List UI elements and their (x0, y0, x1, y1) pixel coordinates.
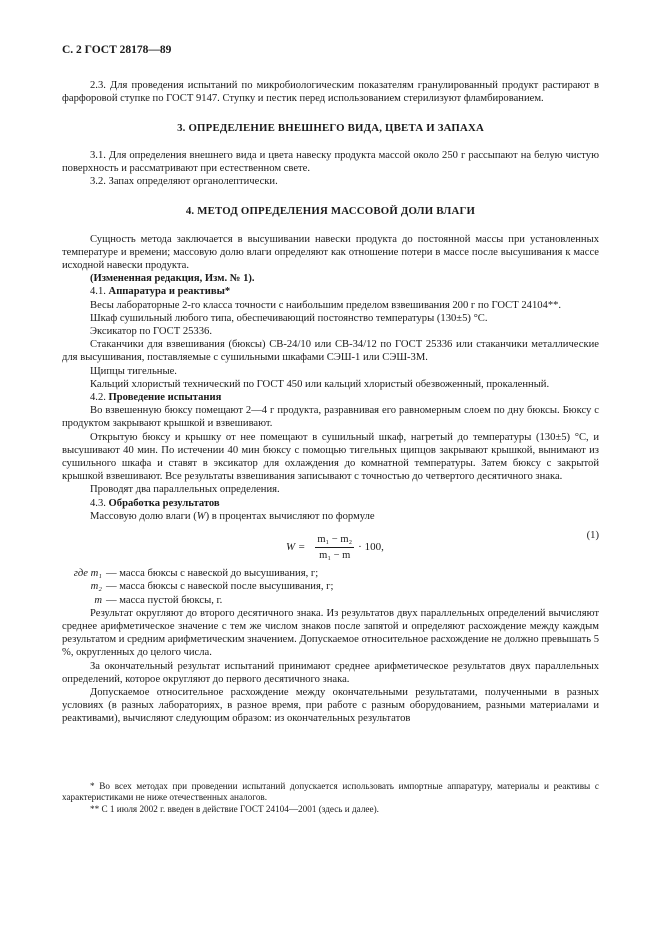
results-paragraph-3: Допускаемое относительное расхождение между окончательными результатами, полученными в разных условиях (в разных лабораториях, в разное время, при работе с разным оборудованием, разными материалами и реактивами), вычисляют следующим образом: из окончательных результатов (62, 686, 599, 725)
subsection-4-3-heading (62, 497, 599, 510)
subsection-number: 4.2. (90, 392, 106, 404)
definition-row (62, 580, 599, 593)
formula-block (62, 527, 599, 563)
formula-denominator: m₁ − m (319, 550, 351, 562)
procedure-paragraph-1: Во взвешенную бюксу помещают 2—4 г продукта, разравнивая его равномерным слоем по дну бюксы. Бюксу с продуктом закрывают крышкой и взвешивают. (62, 405, 599, 430)
formula-lhs: W = (286, 541, 306, 554)
definition-row (62, 567, 599, 580)
subsection-number: 4.1. (90, 286, 106, 298)
amendment-note: (Измененная редакция, Изм. № 1). (90, 273, 255, 285)
definition-symbol: где m₁ (73, 568, 102, 580)
paragraph-4-intro: Сущность метода заключается в высушивании навески продукта до постоянной массы при установленных температуре и времени; массовую долю влаги определяют как отношение потери в массе после высушивания к массе исходной навески продукта. (62, 233, 599, 272)
definition-text: — масса бюксы с навеской после высушивания, г; (106, 581, 334, 593)
reagent-calcium-chloride: Кальций хлористый технический по ГОСТ 450 или кальций хлористый обезвоженный, прокаленный. (90, 378, 550, 390)
apparatus-tongs: Щипцы тигельные. (90, 365, 177, 377)
results-paragraph-1: Результат округляют до второго десятичного знака. Из результатов двух параллельных определений вычисляют среднее арифметическое значение с тем же числом знаков после запятой и определяют расхождение между каждым результатом и средним арифметическим значением. Допускаемое относительное расхождение не должно превышать 5 %, округленных до целого числа. (62, 607, 599, 659)
formula-intro (62, 510, 599, 523)
subsection-title: Обработка результатов (108, 497, 220, 509)
footnote-1: * Во всех методах при проведении испытаний допускается использовать импортные аппаратуру, материалы и реактивы с характеристиками не ниже отечественных аналогов. (62, 781, 599, 803)
definition-text: — масса пустой бюксы, г. (106, 594, 223, 606)
formula-rhs: · 100, (358, 541, 384, 554)
subsection-4-1-heading (62, 285, 599, 298)
formula-numerator: m₁ − m₂ (315, 533, 354, 548)
footnote-2: ** С 1 июля 2002 г. введен в действие ГОСТ 24104—2001 (здесь и далее). (90, 803, 379, 814)
paragraph-2-3: 2.3. Для проведения испытаний по микробиологическим показателям гранулированный продукт растирают в фарфоровой ступке по ГОСТ 9147. Ступку и пестик перед использованием стерилизуют фламбированием. (62, 80, 599, 105)
procedure-paragraph-3: Проводят два параллельных определения. (90, 484, 280, 496)
formula-fraction (315, 533, 354, 562)
definition-text: — масса бюксы с навеской до высушивания, г; (106, 568, 319, 580)
subsection-title: Аппаратура и реактивы* (108, 286, 231, 298)
definition-symbol: m₂ (90, 581, 102, 593)
subsection-4-2-heading (62, 391, 599, 404)
formula-intro-pre: Массовую долю влаги ( (90, 510, 197, 522)
footnotes (62, 781, 599, 815)
definition-row (62, 594, 599, 607)
subsection-number: 4.3. (90, 497, 106, 509)
equation-number: (1) (586, 530, 599, 542)
apparatus-oven: Шкаф сушильный любого типа, обеспечивающий постоянство температуры (130±5) °С. (90, 312, 488, 324)
paragraph-3-2: 3.2. Запах определяют органолептически. (90, 176, 278, 188)
subsection-title: Проведение испытания (108, 392, 222, 404)
formula-intro-post: ) в процентах вычисляют по формуле (205, 510, 375, 522)
variable-definitions (62, 567, 599, 607)
section-3-title: 3. ОПРЕДЕЛЕНИЕ ВНЕШНЕГО ВИДА, ЦВЕТА И ЗАПАХА (177, 121, 484, 134)
apparatus-desiccator: Эксикатор по ГОСТ 25336. (90, 326, 212, 338)
apparatus-scales: Весы лабораторные 2-го класса точности с наибольшим пределом взвешивания 200 г по ГОСТ 24104**. (90, 299, 562, 311)
moisture-formula (286, 533, 384, 562)
formula-intro-var: W (196, 510, 206, 522)
definition-symbol: m (94, 594, 102, 606)
results-paragraph-2: За окончательный результат испытаний принимают среднее арифметическое результатов двух параллельных определений, которое округляют до первого десятичного знака. (62, 660, 599, 685)
running-header: С. 2 ГОСТ 28178—89 (62, 44, 172, 56)
apparatus-weighing-bottles: Стаканчики для взвешивания (бюксы) СВ-24/10 или СВ-34/12 по ГОСТ 25336 или стаканчики металлические для высушивания, поставляемые с сушильными шкафами СЭШ-1 или СЭШ-3М. (62, 339, 599, 364)
procedure-paragraph-2: Открытую бюксу и крышку от нее помещают в сушильный шкаф, нагретый до температуры (130±5) °С, и высушивают 40 мин. По истечении 40 мин бюксу с помощью тигельных щипцов закрывают крышкой, вынимают из сушильного шкафа и ставят в эксикатор для охлаждения до комнатной температуры. Затем бюксу с закрытой крышкой взвешивают. Все результаты взвешивания записывают с точностью до четвертого десятичного знака. (62, 431, 599, 483)
paragraph-3-1: 3.1. Для определения внешнего вида и цвета навеску продукта массой около 250 г рассыпают на белую чистую поверхность и рассматривают при естественном свете. (62, 149, 599, 175)
section-4-title: 4. МЕТОД ОПРЕДЕЛЕНИЯ МАССОВОЙ ДОЛИ ВЛАГИ (185, 205, 476, 218)
